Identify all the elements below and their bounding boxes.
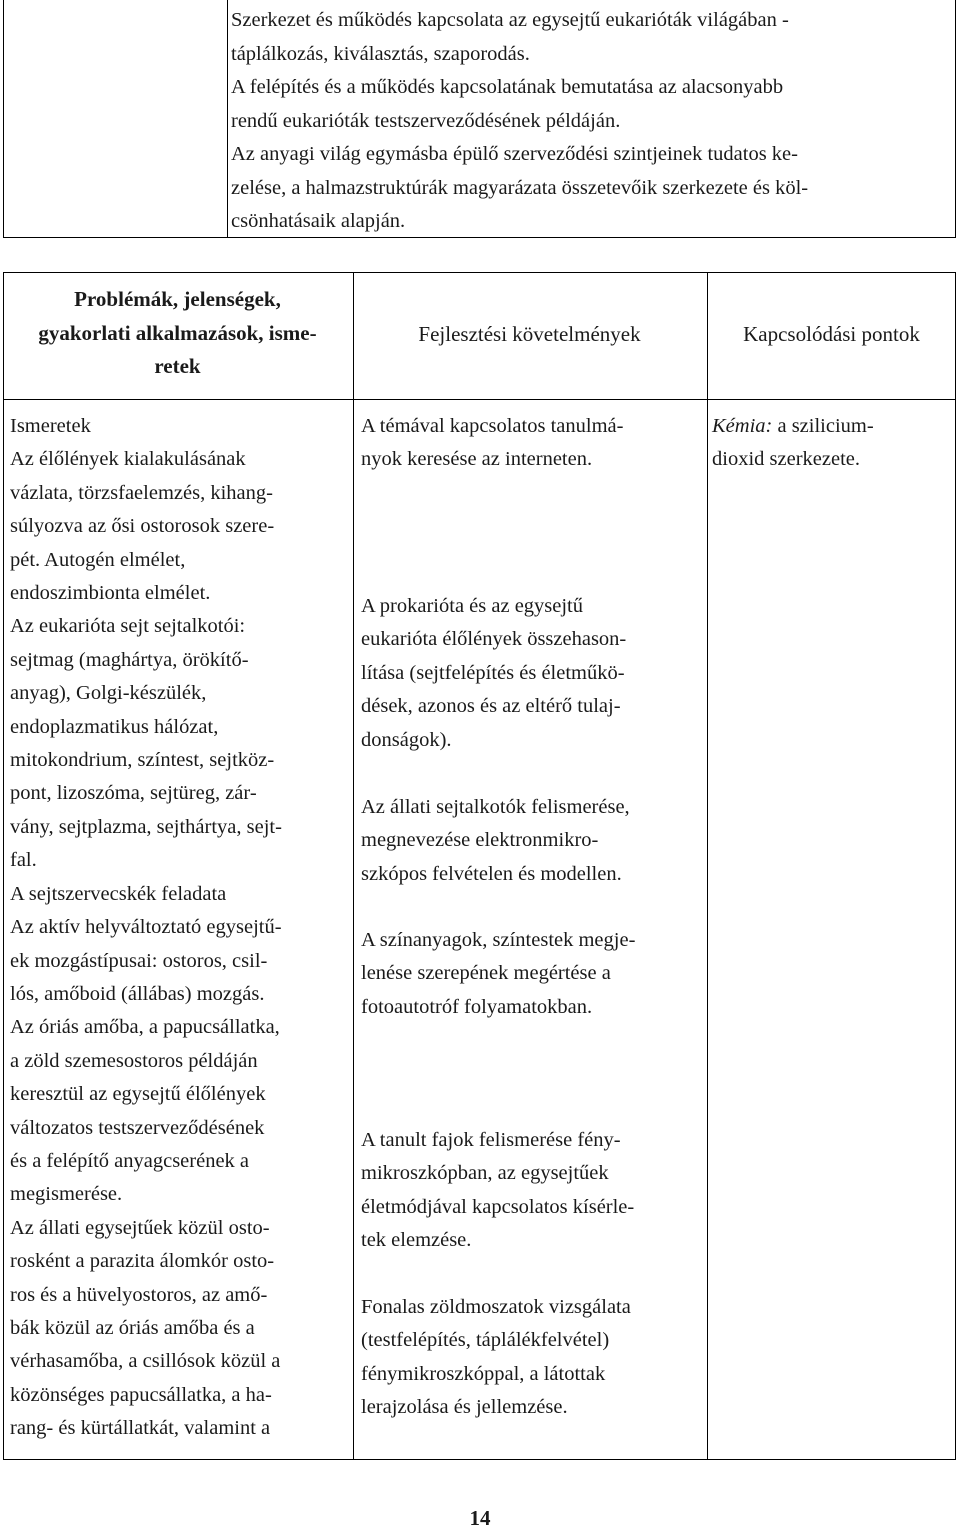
- requirement-block: [361, 1291, 631, 1425]
- knowledge-line: bák közül az óriás amőba és a: [10, 1316, 255, 1339]
- knowledge-line: lós, amőboid (állábas) mozgás.: [10, 982, 265, 1005]
- connection-line: [712, 410, 874, 443]
- connection-line: dioxid szerkezete.: [712, 448, 860, 471]
- knowledge-line: megismerése.: [10, 1183, 123, 1206]
- knowledge-line: sejtmag (maghártya, örökítő-: [10, 648, 249, 671]
- knowledge-line: és a felépítő anyagcserének a: [10, 1149, 250, 1172]
- requirement-line: fotoautotróf folyamatokban.: [361, 995, 593, 1018]
- header-line: Fejlesztési követelmények: [418, 322, 641, 346]
- knowledge-line: anyag), Golgi-készülék,: [10, 682, 207, 705]
- requirement-line: A színanyagok, színtestek megje-: [361, 929, 636, 951]
- requirement-line: lítása (sejtfelépítés és életműkö-: [361, 661, 625, 684]
- connection-text: a szilicium-: [772, 415, 874, 437]
- objectives-label-cell: [4, 0, 228, 237]
- objective-line: Az anyagi világ egymásba épülő szerveződési szintjeinek tudatos ke-: [231, 143, 798, 165]
- knowledge-line: vány, sejtplazma, sejthártya, sejt-: [10, 815, 282, 838]
- knowledge-line: Az aktív helyváltoztató egysejtű-: [10, 916, 282, 939]
- requirement-line: A tanult fajok felismerése fény-: [361, 1129, 621, 1151]
- column-divider: [353, 273, 354, 1459]
- objective-line: zelése, a halmazstruktúrák magyarázata összetevőik szerkezete és köl-: [231, 176, 809, 199]
- knowledge-line: súlyozva az ősi ostorosok szere-: [10, 515, 275, 538]
- knowledge-line: Az eukarióta sejt sejtalkotói:: [10, 615, 246, 638]
- requirement-line: lerajzolása és jellemzése.: [361, 1396, 568, 1419]
- header-line: gyakorlati alkalmazások, isme-: [38, 320, 317, 345]
- knowledge-line: Ismeretek: [10, 415, 91, 437]
- knowledge-column: [10, 410, 282, 1446]
- requirement-line: tek elemzése.: [361, 1229, 472, 1252]
- knowledge-line: rang- és kürtállatkát, valamint a: [10, 1417, 271, 1440]
- knowledge-line: ros és a hüvelyostoros, az amő-: [10, 1283, 268, 1306]
- knowledge-line: A sejtszervecskék feladata: [10, 882, 227, 905]
- requirement-line: nyok keresése az interneten.: [361, 448, 593, 471]
- objective-line: Szerkezet és működés kapcsolata az egysejtű eukarióták világában -: [231, 9, 789, 31]
- column-divider: [707, 273, 708, 1459]
- knowledge-line: rosként a parazita álomkór osto-: [10, 1250, 275, 1273]
- knowledge-line: endoszimbionta elmélet.: [10, 582, 211, 605]
- requirement-block: [361, 1124, 634, 1258]
- requirement-line: lenése szerepének megértése a: [361, 962, 611, 985]
- requirement-block: [361, 410, 623, 477]
- requirement-line: (testfelépítés, táplálékfelvétel): [361, 1329, 610, 1352]
- requirement-block: [361, 590, 626, 757]
- header-divider: [4, 399, 955, 400]
- knowledge-line: Az óriás amőba, a papucsállatka,: [10, 1016, 280, 1039]
- header-line: Problémák, jelenségek,: [74, 287, 281, 311]
- requirement-line: fénymikroszkóppal, a látottak: [361, 1362, 606, 1385]
- knowledge-line: változatos testszerveződésének: [10, 1116, 265, 1139]
- requirement-block: [361, 791, 630, 891]
- objective-line: rendű eukarióták testszerveződésének példáján.: [231, 109, 621, 132]
- knowledge-line: Az élőlények kialakulásának: [10, 448, 246, 471]
- knowledge-line: fal.: [10, 849, 37, 872]
- header-requirements: [353, 318, 706, 352]
- header-line: Kapcsolódási pontok: [743, 322, 920, 346]
- connection-subject: Kémia:: [712, 415, 773, 437]
- objectives-text: [231, 4, 808, 239]
- knowledge-line: vérhasamőba, a csillósok közül a: [10, 1350, 281, 1373]
- knowledge-line: mitokondrium, színtest, sejtköz-: [10, 749, 275, 772]
- knowledge-line: a zöld szemesostoros példáján: [10, 1049, 258, 1072]
- header-line: retek: [154, 354, 201, 378]
- requirement-line: szkópos felvételen és modellen.: [361, 862, 622, 885]
- knowledge-line: vázlata, törzsfaelemzés, kihang-: [10, 481, 273, 504]
- requirement-line: A témával kapcsolatos tanulmá-: [361, 415, 624, 437]
- requirement-line: megnevezése elektronmikro-: [361, 829, 599, 852]
- requirement-line: életmódjával kapcsolatos kísérle-: [361, 1195, 635, 1218]
- knowledge-line: pont, lizoszóma, sejtüreg, zár-: [10, 782, 257, 805]
- connections-column: [712, 410, 874, 477]
- requirement-line: Az állati sejtalkotók felismerése,: [361, 796, 630, 818]
- requirement-line: Fonalas zöldmoszatok vizsgálata: [361, 1296, 631, 1318]
- knowledge-line: endoplazmatikus hálózat,: [10, 715, 219, 738]
- objective-line: csönhatásaik alapján.: [231, 210, 406, 232]
- requirement-line: eukarióta élőlények összehason-: [361, 628, 627, 651]
- knowledge-line: közönséges papucsállatka, a ha-: [10, 1383, 272, 1406]
- requirement-block: [361, 924, 635, 1024]
- header-connections: [707, 318, 956, 352]
- objective-line: táplálkozás, kiválasztás, szaporodás.: [231, 42, 530, 65]
- objective-line: A felépítés és a működés kapcsolatának bemutatása az alacsonyabb: [231, 76, 784, 98]
- knowledge-line: ek mozgástípusai: ostoros, csil-: [10, 949, 268, 972]
- requirement-line: dések, azonos és az eltérő tulaj-: [361, 695, 621, 718]
- knowledge-line: pét. Autogén elmélet,: [10, 548, 186, 571]
- knowledge-line: keresztül az egysejtű élőlények: [10, 1083, 266, 1106]
- requirement-line: mikroszkópban, az egysejtűek: [361, 1162, 609, 1185]
- requirement-line: donságok).: [361, 728, 452, 751]
- header-problems: [3, 283, 352, 384]
- knowledge-line: Az állati egysejtűek közül osto-: [10, 1216, 270, 1239]
- page-number: 14: [469, 1506, 491, 1530]
- requirement-line: A prokarióta és az egysejtű: [361, 595, 584, 617]
